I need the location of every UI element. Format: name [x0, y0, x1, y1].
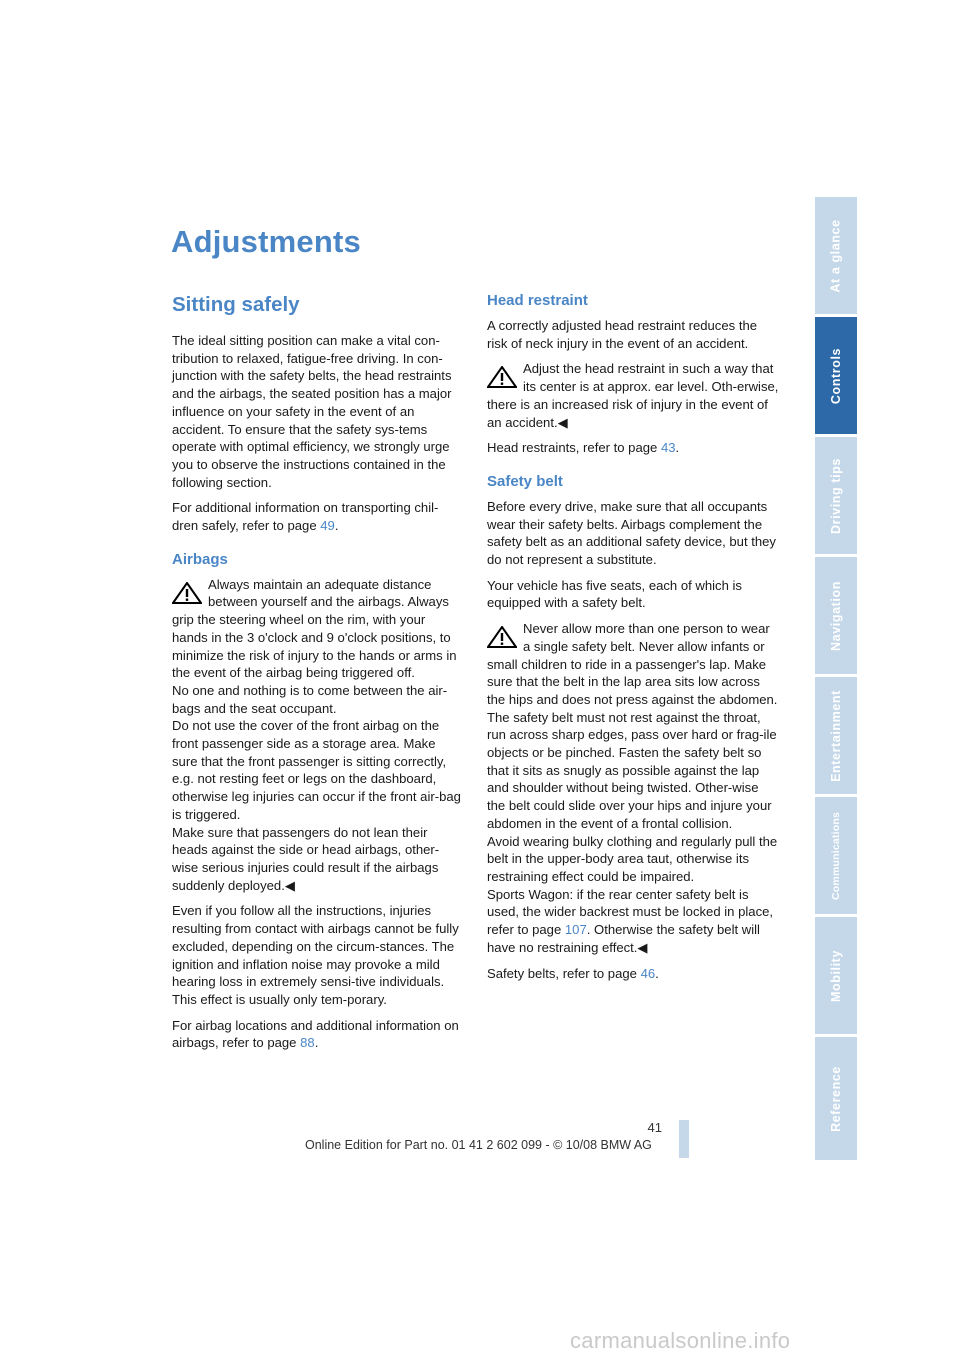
- warning-triangle-icon: [172, 582, 202, 604]
- page-link-43[interactable]: 43: [660, 440, 676, 456]
- safety-belt-reference: Safety belts, refer to page 46.: [487, 965, 659, 981]
- section-heading-sitting-safely: Sitting safely: [172, 293, 300, 316]
- page-title: Adjustments: [171, 224, 361, 259]
- warning-text-3: Avoid wearing bulky clothing and regularly pull the belt in the upper-body area taut, otherwise its restraining effect could be impaired.: [487, 833, 778, 884]
- tab-driving-tips[interactable]: Driving tips: [815, 437, 857, 554]
- warning-text: Adjust the head restraint in such a way that its center is at approx. ear level. Oth-erwise, there is an increased risk of injury in the event of an accident.◀: [487, 361, 779, 430]
- warning-text-3: Do not use the cover of the front airbag on the front passenger side as a storage area. Make sure that the front passenger is sitting correctly, e.g. not resting feet or legs on the dashboard, otherwise leg injuries can occur if the front air-bag is triggered.: [172, 718, 461, 822]
- subheading-head-restraint: Head restraint: [487, 292, 588, 309]
- warning-text-2: No one and nothing is to come between the air-bags and the seat occupant.: [172, 682, 448, 716]
- watermark: carmanualsonline.info: [570, 1328, 791, 1353]
- safety-belt-paragraph-1: Before every drive, make sure that all occupants wear their safety belts. Airbags complement the safety belt as an additional safety device, but they do not represent a substitute.: [487, 498, 776, 568]
- tab-reference[interactable]: Reference: [815, 1037, 857, 1160]
- tab-controls[interactable]: Controls: [815, 317, 857, 434]
- safety-belt-paragraph-2: Your vehicle has five seats, each of which is equipped with a safety belt.: [487, 577, 742, 611]
- left-column: [172, 290, 464, 1060]
- chapter-tabs: [815, 197, 857, 1160]
- page-link-88[interactable]: 88: [300, 1035, 315, 1051]
- right-column: [487, 290, 779, 990]
- children-reference: For additional information on transporting chil-dren safely, refer to page 49.: [172, 500, 439, 534]
- tab-at-a-glance[interactable]: At a glance: [815, 197, 857, 314]
- head-restraint-reference: Head restraints, refer to page 43.: [487, 440, 680, 456]
- subheading-airbags: Airbags: [172, 550, 228, 568]
- page-number: 41: [647, 1120, 662, 1135]
- head-restraint-warning: [487, 360, 779, 431]
- footer-edition: Online Edition for Part no. 01 41 2 602 099 - © 10/08 BMW AG: [305, 1138, 652, 1152]
- intro-paragraph: The ideal sitting position can make a vital con-tribution to relaxed, fatigue-free driving. In con-junction with the safety belts, the head restraints and the airbags, the seated position has a major influence on your safety in the event of an accident. To ensure that the safety sys-tems operate with optimal efficiency, we strongly urge you to observe the instructions contained in the following section.: [172, 333, 452, 490]
- page-link-49[interactable]: 49: [320, 518, 335, 534]
- warning-text-4: Sports Wagon: if the rear center safety belt is used, the wider backrest must be locked in place, refer to page 107. Otherwise the safety belt will have no restraining effect.◀: [487, 886, 774, 955]
- tab-navigation[interactable]: Navigation: [815, 557, 857, 674]
- warning-text-1: Never allow more than one person to wear a single safety belt. Never allow infants or small children to ride in a passenger's lap. Make sure that the belt in the lap area sits low across the hips and does not press against the abdomen.: [487, 621, 778, 707]
- page-link-107[interactable]: 107: [564, 922, 587, 938]
- footer-marker: [679, 1120, 689, 1158]
- airbags-reference: For airbag locations and additional information on airbags, refer to page 88.: [172, 1017, 459, 1051]
- warning-text-4: Make sure that passengers do not lean their heads against the side or head airbags, other-wise serious injuries could result if the airbags suddenly deployed.◀: [172, 824, 440, 893]
- page-link-46[interactable]: 46: [640, 965, 656, 981]
- tab-mobility[interactable]: Mobility: [815, 917, 857, 1034]
- warning-text-1: Always maintain an adequate distance between yourself and the airbags. Always grip the steering wheel on the rim, with your hands in the 3 o'clock and 9 o'clock positions, to minimize the risk of injury to the hands or arms in the event of the airbag being triggered off.: [172, 576, 457, 681]
- warning-text-2: The safety belt must not rest against the throat, run across sharp edges, pass over hard or frag-ile objects or be pinched. Fasten the safety belt so that it sits as snugly as possible against the lap and shoulder without being twisted. Other-wise the belt could slide over your hips and injure your abdomen in the event of a frontal collision.: [487, 709, 777, 831]
- tab-entertainment[interactable]: Entertainment: [815, 677, 857, 794]
- subheading-safety-belt: Safety belt: [487, 472, 563, 490]
- warning-triangle-icon: [487, 626, 517, 648]
- warning-triangle-icon: [487, 366, 517, 388]
- airbags-warning: [172, 576, 464, 895]
- tab-communications[interactable]: Communications: [815, 797, 857, 914]
- airbags-paragraph: Even if you follow all the instructions, injuries resulting from contact with airbags cannot be fully excluded, depending on the circum-stances. The ignition and inflation noise may provoke a mild hearing loss in extremely sensi-tive individuals. This effect is usually only tem-porary.: [172, 903, 459, 1007]
- safety-belt-warning: [487, 620, 779, 956]
- head-restraint-paragraph: A correctly adjusted head restraint reduces the risk of neck injury in the event of an accident.: [487, 318, 758, 351]
